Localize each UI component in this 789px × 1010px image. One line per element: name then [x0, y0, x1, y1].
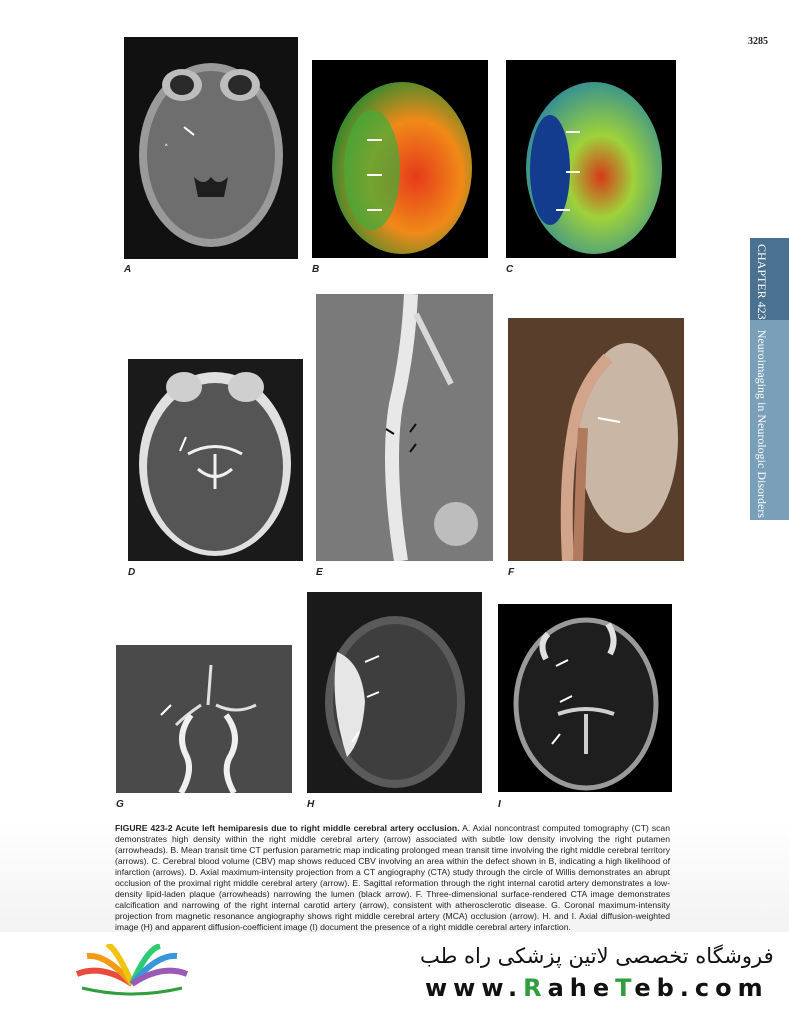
panel-f-image: [508, 318, 684, 561]
chapter-tab-text: [754, 244, 769, 518]
watermark-store-name: فروشگاه تخصصی لاتین پزشکی راه طب: [420, 944, 774, 968]
panel-g-label: G: [116, 799, 124, 810]
watermark-url[interactable]: [425, 974, 769, 1002]
panel-b-label: B: [312, 264, 320, 275]
panel-d-image: [128, 359, 303, 561]
url-part-5: eb.com: [634, 974, 769, 1002]
panel-g-image: [116, 645, 292, 793]
caption-heading: FIGURE 423-2 Acute left hemiparesis due to right middle cerebral artery occlusion.: [115, 823, 460, 833]
caption-body: A. Axial noncontrast computed tomography (CT) scan demonstrates high density within the right middle cerebral artery (arrow) associated with subtle low density involving the right putamen (arrowheads). B. Mean transit time CT perfusion parametric map indicating prolonged mean transit time involving the right middle cerebral territory (arrows). C. Cerebral blood volume (CBV) map shows reduced CBV involving an area within the defect shown in B, indicating a high likelihood of infarction (arrows). D. Axial maximum-intensity projection from a CT angiography (CTA) study through the circle of Willis demonstrates an abrupt occlusion of the proximal right middle cerebral artery (arrow). E. Sagittal reformation through the right internal carotid artery demonstrates a low-density lipid-laden plaque (arrowheads) narrowing the lumen (black arrow). F. Three-dimensional surface-rendered CTA image demonstrates calcification and narrowing of the right internal carotid artery (arrow), consistent with atherosclerotic disease. G. Coronal maximum-intensity projection from magnetic resonance angiography shows right middle cerebral artery (MCA) occlusion (arrow). H. and I. Axial diffusion-weighted image (H) and apparent diffusion-coefficient image (I) document the presence of a right middle cerebral artery infarction.: [115, 823, 670, 932]
panel-h-image: [307, 592, 482, 793]
panel-i-image: [498, 604, 672, 792]
url-part-1: www.: [425, 974, 524, 1002]
watermark-logo: [72, 944, 192, 1004]
url-part-3: ahe: [547, 974, 616, 1002]
page-number: 3285: [748, 36, 768, 47]
url-part-2: R: [523, 974, 548, 1002]
figure-caption: [115, 823, 670, 933]
chapter-title: Neuroimaging in Neurologic Disorders: [755, 329, 769, 518]
panel-i-label: I: [498, 799, 501, 810]
panel-a-label: A: [124, 264, 132, 275]
url-part-4: T: [615, 974, 635, 1002]
panel-h-label: H: [307, 799, 315, 810]
panel-e-label: E: [316, 567, 323, 578]
panel-b-image: [312, 60, 488, 258]
panel-a-image: [124, 37, 298, 259]
panel-c-label: C: [506, 264, 514, 275]
svg-text:˄: ˄: [164, 144, 169, 154]
chapter-number: CHAPTER 423: [755, 244, 769, 320]
panel-f-label: F: [508, 567, 515, 578]
panel-d-label: D: [128, 567, 136, 578]
panel-c-image: [506, 60, 676, 258]
panel-e-image: [316, 294, 493, 561]
